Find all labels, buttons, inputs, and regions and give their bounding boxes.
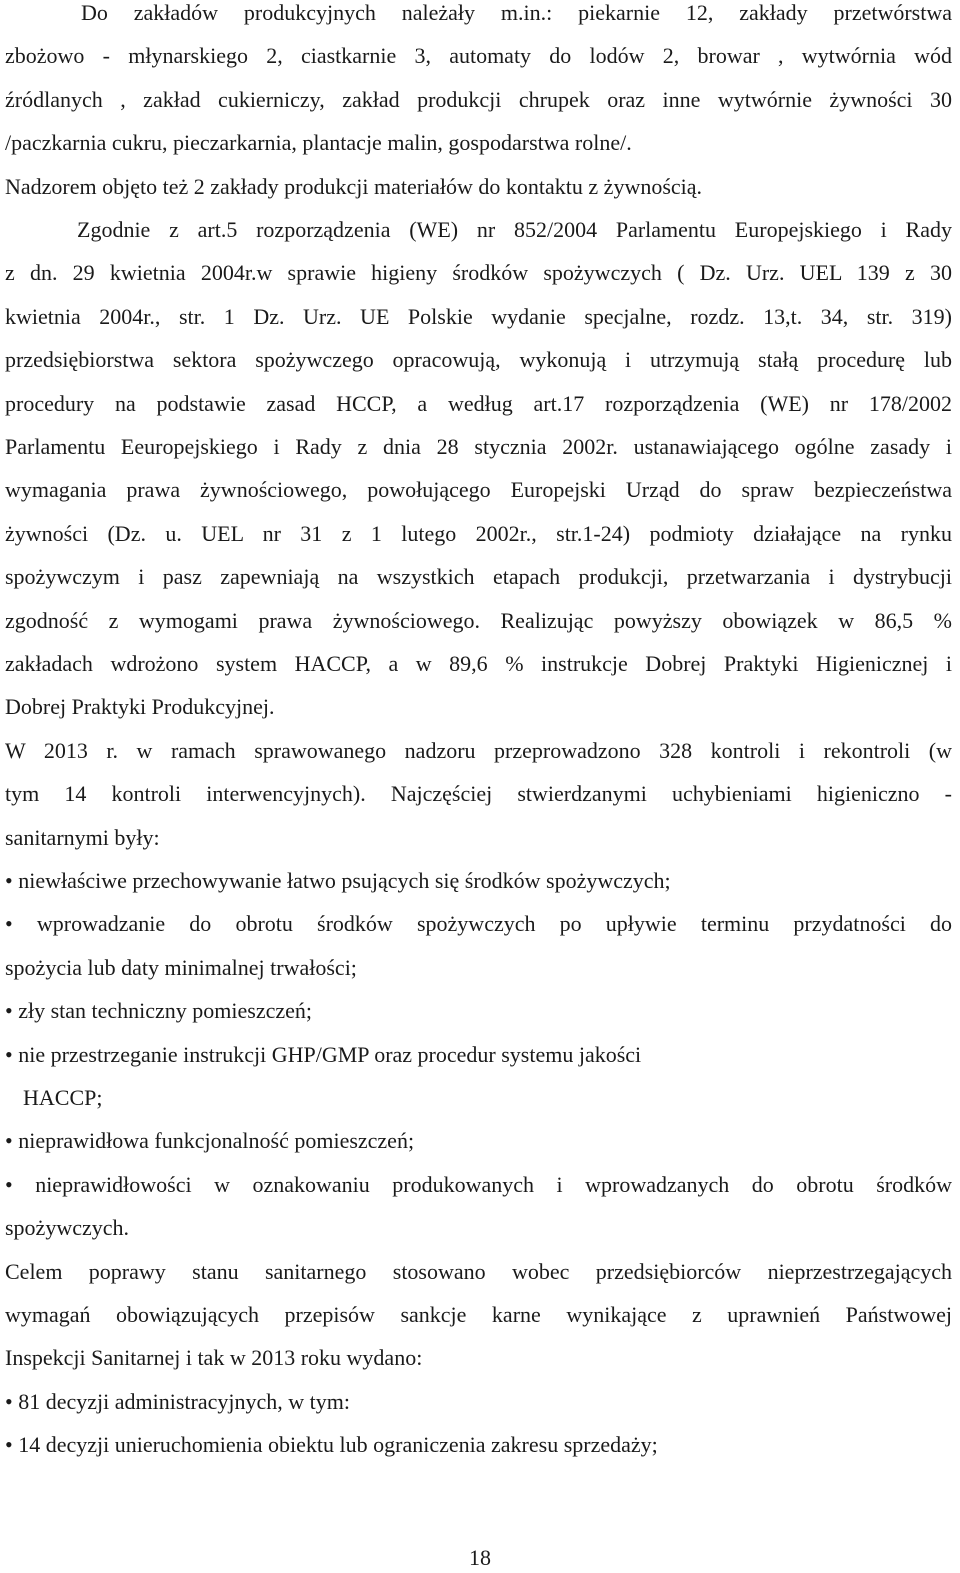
text-line: kwietnia 2004r., str. 1 Dz. Urz. UE Polskie wydanie specjalne, rozdz. 13,t. 34, str. 319) <box>5 303 952 329</box>
text-line: • 81 decyzji administracyjnych, w tym: <box>5 1388 350 1414</box>
text-line: wymagań obowiązujących przepisów sankcje karne wynikające z uprawnień Państwowej <box>5 1302 952 1327</box>
text-line: Do zakładów produkcyjnych należały m.in.: piekarnie 12, zakłady przetwórstwa <box>81 0 952 25</box>
text-line: zbożowo - młynarskiego 2, ciastkarnie 3, automaty do lodów 2, browar , wytwórnia wód <box>5 43 952 69</box>
text-line: • nie przestrzeganie instrukcji GHP/GMP oraz procedur systemu jakości <box>5 1041 642 1067</box>
text-line: • niewłaściwe przechowywanie łatwo psujących się środków spożywczych; <box>5 868 671 893</box>
text-line: Celem poprawy stanu sanitarnego stosowano wobec przedsiębiorców nieprzestrzegających <box>5 1258 952 1284</box>
text-line: spożywczym i pasz zapewniają na wszystkich etapach produkcji, przetwarzania i dystrybucji <box>5 564 952 590</box>
text-line: Zgodnie z art.5 rozporządzenia (WE) nr 852/2004 Parlamentu Europejskiego i Rady <box>77 217 952 242</box>
text-line: W 2013 r. w ramach sprawowanego nadzoru przeprowadzono 328 kontroli i rekontroli (w <box>5 737 952 763</box>
text-line: zgodność z wymogami prawa żywnościowego. Realizując powyższy obowiązek w 86,5 % <box>5 607 952 633</box>
text-line: • nieprawidłowości w oznakowaniu produkowanych i wprowadzanych do obrotu środków <box>5 1171 952 1197</box>
text-line: • wprowadzanie do obrotu środków spożywczych po upływie terminu przydatności do <box>5 911 952 937</box>
text-line: Parlamentu Eeuropejskiego i Rady z dnia 28 stycznia 2002r. ustanawiającego ogólne zasady i <box>5 434 952 459</box>
text-line: żywności (Dz. u. UEL nr 31 z 1 lutego 2002r., str.1-24) podmioty działające na rynku <box>5 520 952 546</box>
text-line: źródlanych , zakład cukierniczy, zakład produkcji chrupek oraz inne wytwórnie żywności 30 <box>5 86 952 112</box>
text-line: wymagania prawa żywnościowego, powołującego Europejski Urząd do spraw bezpieczeństwa <box>5 477 952 503</box>
text-line: procedury na podstawie zasad HCCP, a według art.17 rozporządzenia (WE) nr 178/2002 <box>5 390 952 416</box>
text-line: HACCP; <box>23 1085 103 1110</box>
page-number: 18 <box>469 1545 491 1570</box>
text-line: z dn. 29 kwietnia 2004r.w sprawie higieny środków spożywczych ( Dz. Urz. UEL 139 z 30 <box>5 260 952 286</box>
text-line: tym 14 kontroli interwencyjnych). Najczęściej stwierdzanymi uchybieniami higieniczno - <box>5 781 952 807</box>
text-line: Dobrej Praktyki Produkcyjnej. <box>5 694 275 720</box>
text-line: • zły stan techniczny pomieszczeń; <box>5 998 313 1024</box>
text-line: /paczkarnia cukru, pieczarkarnia, plantacje malin, gospodarstwa rolne/. <box>5 130 632 156</box>
text-line: • nieprawidłowa funkcjonalność pomieszczeń; <box>5 1128 415 1154</box>
text-line: spożycia lub daty minimalnej trwałości; <box>5 954 357 980</box>
text-line: • 14 decyzji unieruchomienia obiektu lub ograniczenia zakresu sprzedaży; <box>5 1432 658 1458</box>
text-line: zakładach wdrożono system HACCP, a w 89,6 % instrukcje Dobrej Praktyki Higienicznej i <box>5 651 952 676</box>
text-line: Nadzorem objęto też 2 zakłady produkcji materiałów do kontaktu z żywnością. <box>5 173 703 199</box>
text-line: spożywczych. <box>5 1215 130 1241</box>
text-line: przedsiębiorstwa sektora spożywczego opracowują, wykonują i utrzymują stałą procedurę lub <box>5 347 952 373</box>
text-line: sanitarnymi były: <box>5 824 160 850</box>
text-line: Inspekcji Sanitarnej i tak w 2013 roku wydano: <box>5 1345 423 1371</box>
